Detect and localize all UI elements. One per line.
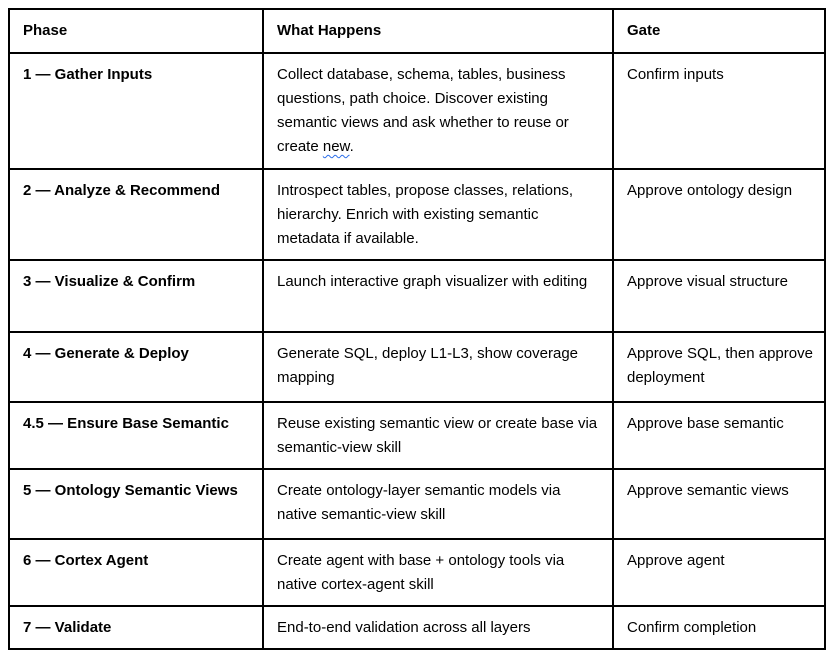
phase-cell: 4.5 — Ensure Base Semantic [9, 402, 263, 469]
table-row [9, 606, 825, 649]
table-row [9, 53, 825, 169]
phase-cell: 6 — Cortex Agent [9, 539, 263, 606]
what-cell: Create ontology-layer semantic models via native semantic-view skill [263, 469, 613, 539]
gate-cell: Approve ontology design [613, 169, 825, 260]
table-row [9, 402, 825, 469]
table-row [9, 260, 825, 332]
misspelled-word: new [322, 138, 350, 155]
table-row [9, 332, 825, 402]
header-phase: Phase [9, 9, 263, 53]
table-row [9, 169, 825, 260]
gate-cell: Confirm inputs [613, 53, 825, 169]
what-cell [263, 53, 613, 169]
header-gate: Gate [613, 9, 825, 53]
gate-cell: Approve base semantic [613, 402, 825, 469]
what-cell: Launch interactive graph visualizer with editing [263, 260, 613, 332]
what-cell: End-to-end validation across all layers [263, 606, 613, 649]
gate-cell: Approve semantic views [613, 469, 825, 539]
gate-cell: Approve visual structure [613, 260, 825, 332]
table-row [9, 539, 825, 606]
table-header-row [9, 9, 825, 53]
table-row [9, 469, 825, 539]
phase-cell: 5 — Ontology Semantic Views [9, 469, 263, 539]
phase-cell: 3 — Visualize & Confirm [9, 260, 263, 332]
what-cell: Introspect tables, propose classes, relations, hierarchy. Enrich with existing semantic metadata if available. [263, 169, 613, 260]
gate-cell: Confirm completion [613, 606, 825, 649]
phase-cell: 2 — Analyze & Recommend [9, 169, 263, 260]
what-cell: Create agent with base + ontology tools via native cortex-agent skill [263, 539, 613, 606]
what-cell: Generate SQL, deploy L1-L3, show coverage mapping [263, 332, 613, 402]
phase-cell: 1 — Gather Inputs [9, 53, 263, 169]
phase-cell: 7 — Validate [9, 606, 263, 649]
header-what-happens: What Happens [263, 9, 613, 53]
gate-cell: Approve agent [613, 539, 825, 606]
phase-cell: 4 — Generate & Deploy [9, 332, 263, 402]
sentence-period: . [349, 138, 354, 155]
phase-workflow-table [8, 8, 826, 650]
gate-cell: Approve SQL, then approve deployment [613, 332, 825, 402]
what-cell: Reuse existing semantic view or create base via semantic-view skill [263, 402, 613, 469]
what-text: Collect database, schema, tables, business questions, path choice. Discover existing semantic views and ask whether to reuse or create [277, 66, 569, 155]
